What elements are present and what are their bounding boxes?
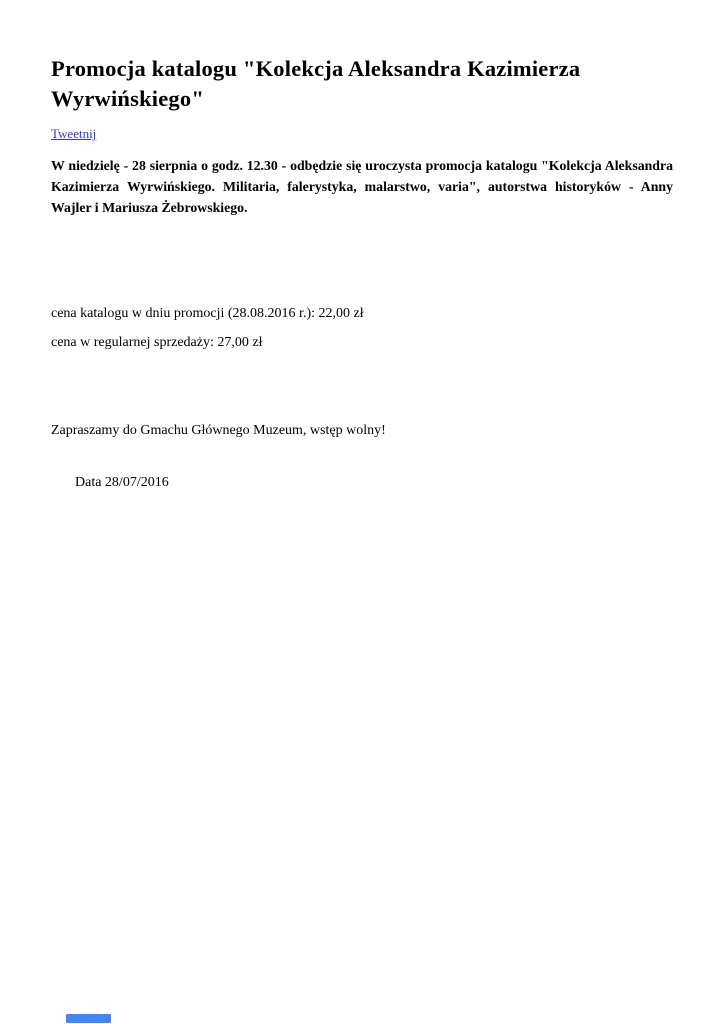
invitation-line: Zapraszamy do Gmachu Głównego Muzeum, wstęp wolny! (51, 423, 386, 438)
lead-paragraph: W niedzielę - 28 sierpnia o godz. 12.30 - odbędzie się uroczysta promocja katalogu "Kolekcja Aleksandra Kazimierza Wyrwińskiego. Militaria, falerystyka, malarstwo, varia", autorstwa historyków - Anny Wajler i Mariusza Żebrowskiego. (51, 158, 673, 215)
promo-price-line: cena katalogu w dniu promocji (28.08.2016 r.): 22,00 zł (51, 306, 364, 321)
regular-price-line: cena w regularnej sprzedaży: 27,00 zł (51, 335, 263, 350)
bottom-loading-bar (66, 1014, 111, 1023)
tweet-link[interactable]: Tweetnij (51, 126, 97, 141)
article-content (0, 0, 725, 492)
publish-date-line: Data 28/07/2016 (75, 475, 169, 490)
page-title: Promocja katalogu "Kolekcja Aleksandra Kazimierza Wyrwińskiego" (51, 56, 581, 111)
tweet-link-row (51, 126, 673, 142)
